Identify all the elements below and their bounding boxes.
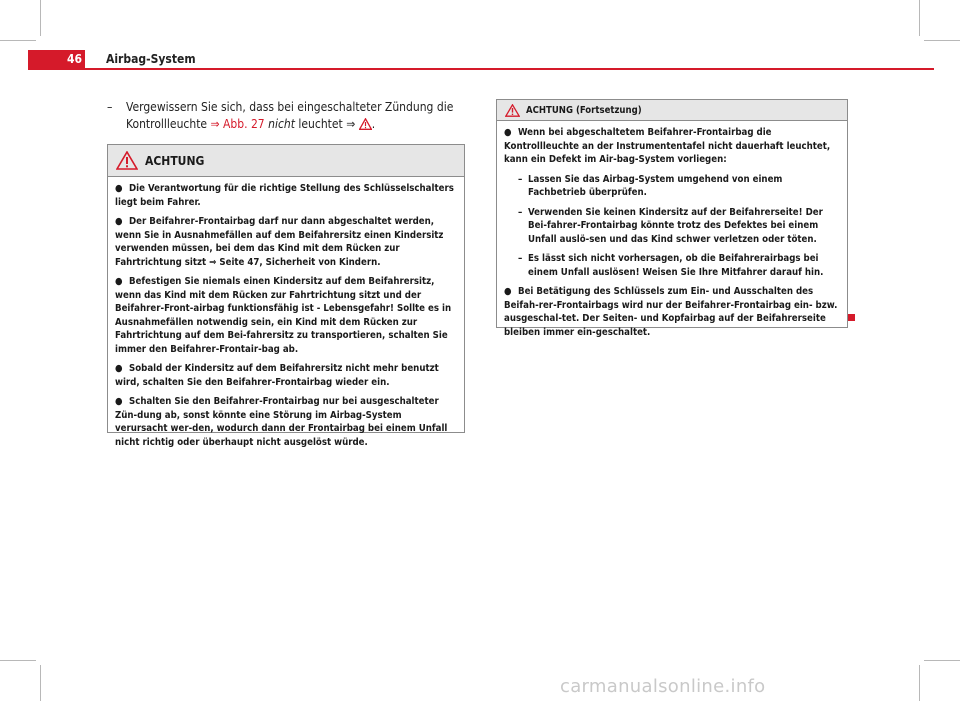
list-item: ● Bei Betätigung des Schlüssels zum Ein- und Ausschalten des Beifah-rer-Frontairbags wird nur der Beifahrer-Frontairbag ein- bzw. ausgeschal-tet. Der Seiten- und Kopfairbag auf der Beifahrerseite bleiben immer ein-geschaltet.	[504, 286, 838, 338]
page-number: 46	[28, 50, 85, 68]
page-header	[28, 50, 934, 70]
crop-mark	[924, 660, 960, 661]
warning-title: ACHTUNG	[145, 153, 205, 168]
crop-mark	[919, 0, 920, 36]
section-end-marker	[848, 314, 855, 321]
watermark: carmanualsonline.info	[560, 676, 766, 697]
list-item: ● Sobald der Kindersitz auf dem Beifahrersitz nicht mehr benutzt wird, schalten Sie den Beifahrer-Frontairbag wieder ein.	[115, 363, 439, 388]
chapter-title: Airbag-System	[106, 52, 196, 66]
warning-header	[108, 145, 464, 177]
warning-box	[107, 144, 465, 448]
emphasis-text: nicht	[268, 117, 295, 131]
list-item: ● Der Beifahrer-Frontairbag darf nur dann abgeschaltet werden, wenn Sie in Ausnahmefällen auf dem Beifahrersitz einen Kindersitz verwenden müssen, bei dem das Kind mit dem Rücken zur Fahrtrichtung sitzt ⇒ Seite 47, Sicherheit von Kindern.	[115, 216, 444, 268]
crop-mark	[919, 665, 920, 701]
sub-list-item: – Verwenden Sie keinen Kindersitz auf der Beifahrerseite! Der Bei-fahrer-Frontairbag könnte trotz des Defektes bei einem Unfall auslö-sen und das Kind schwer verletzen oder töten.	[518, 206, 823, 245]
crop-mark	[924, 40, 960, 41]
step-text: Vergewissern Sie sich, dass bei eingeschalteter Zündung die Kontrollleuchte ⇒ Abb. 27 nicht leuchtet ⇒ .	[126, 99, 467, 135]
list-item: ● Wenn bei abgeschaltetem Beifahrer-Frontairbag die Kontrollleuchte an der Instrumententafel nicht dauerhaft leuchtet, kann ein Defekt im Air-bag-System vorliegen:	[504, 127, 831, 165]
warning-triangle-icon	[359, 118, 372, 135]
crop-mark	[40, 0, 41, 36]
warning-box-continued	[496, 99, 848, 338]
sub-list-item: – Lassen Sie das Airbag-System umgehend von einem Fachbetrieb überprüfen.	[518, 173, 783, 198]
warning-title: ACHTUNG (Fortsetzung)	[526, 104, 642, 116]
crop-mark	[0, 660, 36, 661]
warning-triangle-icon	[116, 151, 138, 170]
warning-body	[497, 121, 847, 343]
warning-triangle-icon	[505, 104, 520, 117]
list-item: ● Schalten Sie den Beifahrer-Frontairbag nur bei ausgeschalteter Zün-dung ab, sonst könnte eine Störung im Airbag-System verursacht wer-den, wodurch dann der Frontairbag bei einem Unfall nicht richtig oder überhaupt nicht ausgelöst würde.	[115, 396, 448, 448]
figure-reference-link[interactable]: ⇒ Abb. 27	[210, 117, 265, 131]
warning-header	[497, 100, 847, 121]
list-item: ● Die Verantwortung für die richtige Stellung des Schlüsselschalters liegt beim Fahrer.	[115, 183, 454, 208]
crop-mark	[0, 40, 36, 41]
crop-mark	[40, 665, 41, 701]
step-dash: –	[107, 100, 113, 114]
sub-list-item: – Es lässt sich nicht vorhersagen, ob die Beifahrerairbags bei einem Unfall auslösen! Weisen Sie Ihre Mitfahrer darauf hin.	[518, 253, 824, 278]
instruction-step	[107, 99, 467, 135]
warning-body	[108, 177, 464, 453]
list-item: ● Befestigen Sie niemals einen Kindersitz auf dem Beifahrersitz, wenn das Kind mit dem Rücken zur Fahrtrichtung sitzt und der Beifahrer-Front-airbag funktionsfähig ist - Lebensgefahr! Sollte es in Ausnahmefällen notwendig sein, ein Kind mit dem Rücken zur Fahrtrichtung auf dem Bei-fahrersitz zu transportieren, schalten Sie immer den Beifahrer-Frontair-bag ab.	[115, 276, 452, 355]
